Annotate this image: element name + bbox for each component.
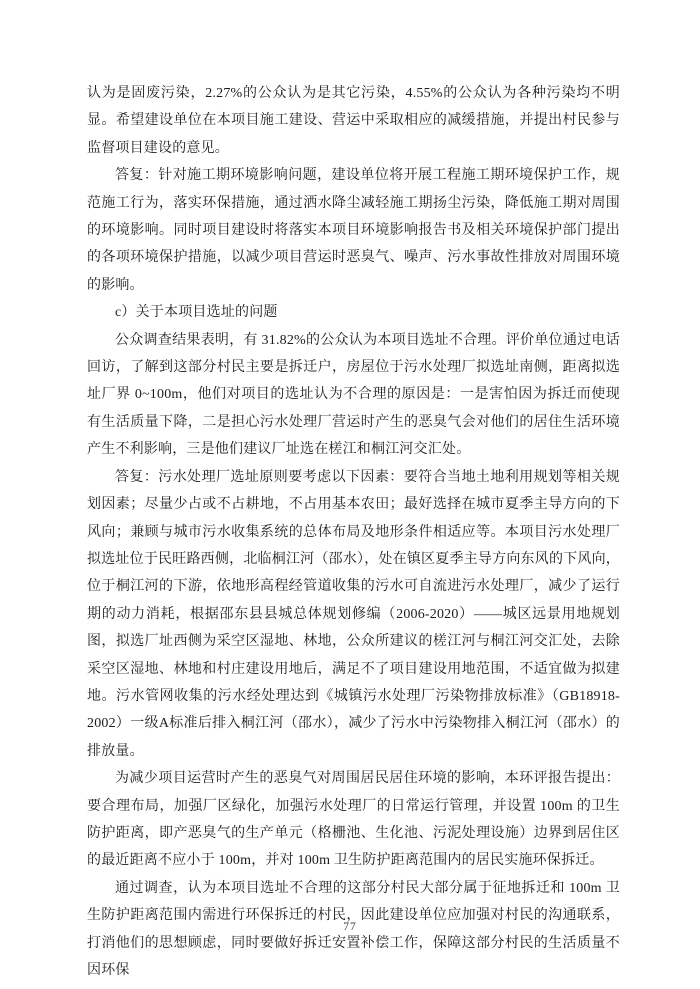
section-heading-site-selection: c）关于本项目选址的问题 (115, 305, 278, 321)
paragraph-odor-mitigation: 为减少项目运营时产生的恶臭气对周围居民居住环境的影响，本环评报告提出：要合理布局，加强厂区绿化，加强污水处理厂的日常运行管理，并设置 100m 的卫生防护距离，即产恶臭气的生产单元（格栅池、生化池、污泥处理设施）边界到居住区的最近距离不应小于 100m，并对 100m 卫生防护距离范围内的居民实施环保拆迁。 (87, 771, 620, 869)
paragraph-relocation-communication: 通过调查，认为本项目选址不合理的这部分村民大部分属于征地拆迁和 100m 卫生防护距离范围内需进行环保拆迁的村民，因此建设单位应加强对村民的沟通联系，打消他们的思想顾虑，同时要做好拆迁安置补偿工作，保障这部分村民的生活质量不因环保 (87, 880, 620, 978)
paragraph-survey-results: 公众调查结果表明，有 31.82%的公众认为本项目选址不合理。评价单位通过电话回访，了解到这部分村民主要是拆迁户，房屋位于污水处理厂拟选址南侧，距离拟选址厂界 0~100m，他们对项目的选址认为不合理的原因是：一是害怕因为拆迁而使现有生活质量下降，二是担心污水处理厂营运时产生的恶臭气会对他们的居住生活环境产生不利影响，三是他们建议厂址选在槎江和桐江河交汇处。 (87, 332, 620, 458)
document-body (87, 80, 620, 984)
paragraph-public-opinion-continuation: 认为是固废污染，2.27%的公众认为是其它污染，4.55%的公众认为各种污染均不明显。希望建设单位在本项目施工建设、营运中采取相应的减缓措施，并提出村民参与监督项目建设的意见。 (87, 86, 620, 156)
paragraph-answer-site-selection: 答复：污水处理厂选址原则要考虑以下因素：要符合当地土地利用规划等相关规划因素；尽量少占或不占耕地，不占用基本农田；最好选择在城市夏季主导方向的下风向；兼顾与城市污水收集系统的总体布局及地形条件相适应等。本项目污水处理厂拟选址位于民旺路西侧，北临桐江河（邵水），处在镇区夏季主导方向东风的下风向，位于桐江河的下游，依地形高程经管道收集的污水可自流进污水处理厂，减少了运行期的动力消耗，根据邵东县县城总体规划修编（2006-2020）——城区远景用地规划图，拟选厂址西侧为采空区湿地、林地，公众所建议的槎江河与桐江河交汇处，去除采空区湿地、林地和村庄建设用地后，满足不了项目建设用地范围，不适宜做为拟建地。污水管网收集的污水经处理达到《城镇污水处理厂污染物排放标准》（GB18918-2002）一级A标准后排入桐江河（邵水），减少了污水中污染物排入桐江河（邵水）的排放量。 (87, 469, 620, 759)
paragraph-answer-construction-impact: 答复：针对施工期环境影响问题，建设单位将开展工程施工期环境保护工作，规范施工行为，落实环保措施，通过洒水降尘减轻施工期扬尘污染，降低施工期对周围的环境影响。同时项目建设时将落实本项目环境影响报告书及相关环境保护部门提出的各项环境保护措施，以减少项目营运时恶臭气、噪声、污水事故性排放对周围环境的影响。 (87, 168, 620, 293)
page-number: 77 (343, 921, 357, 933)
